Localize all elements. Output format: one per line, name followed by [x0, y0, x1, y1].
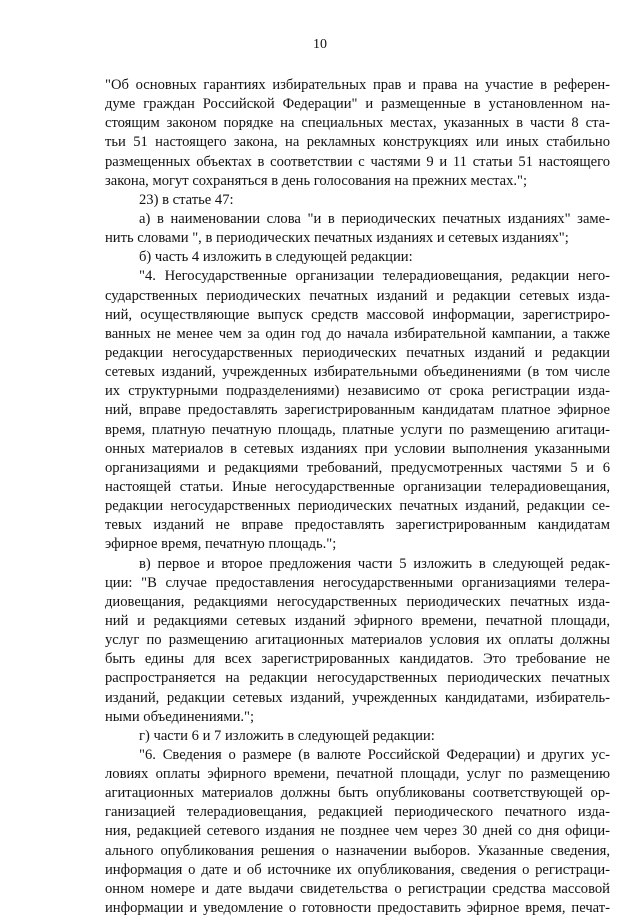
text-line: б) часть 4 изложить в следующей редакции:	[139, 249, 413, 266]
document-body	[105, 76, 610, 918]
text-line: ния, редакцией сетевого издания не позднее чем через 30 дней со дня офици-	[105, 823, 610, 840]
text-line: настоящей статьи. Иные негосударственные организации телерадиовещания,	[105, 478, 610, 495]
text-line: нить словами ", в периодических печатных изданиях и сетевых изданиях";	[105, 230, 569, 247]
text-line: редакции негосударственных периодических печатных изданий и редакции	[105, 344, 610, 361]
text-line: сетевых изданий, учрежденных избирательными объединениями (в том числе	[105, 364, 610, 381]
text-line: онных материалов в сетевых изданиях при условии выполнения указанными	[105, 440, 610, 457]
text-line: информации и уведомление о готовности предоставить эфирное время, печат-	[105, 900, 610, 917]
text-line: редакции негосударственных периодических печатных изданий, редакции се-	[105, 498, 610, 515]
text-line: стоящим законом порядке на специальных местах, указанных в части 8 ста-	[105, 115, 610, 132]
text-line: ний, осуществляющие выпуск средств массовой информации, зарегистриро-	[105, 306, 610, 323]
text-line: ванных не менее чем за один год до начала избирательной кампании, а также	[105, 325, 610, 342]
text-line: их структурными подразделениями) независимо от срока регистрации изда-	[105, 383, 610, 400]
text-line: онном номере и дате выдачи свидетельства о регистрации средства массовой	[105, 880, 610, 897]
text-line: 23) в статье 47:	[139, 191, 234, 208]
text-line: в) первое и второе предложения части 5 изложить в следующей редак-	[139, 555, 610, 572]
text-line: диовещания, редакциями негосударственных периодических печатных изда-	[105, 593, 610, 610]
text-line: ганизацией телерадиовещания, редакцией периодического печатного изда-	[105, 804, 610, 821]
text-line: время, платную печатную площадь, платные услуги по размещению агитаци-	[105, 421, 610, 438]
text-line: ального опубликования решения о назначении выборов. Указанные сведения,	[105, 842, 610, 859]
text-line: г) части 6 и 7 изложить в следующей редакции:	[139, 727, 435, 744]
page-number: 10	[313, 37, 327, 52]
text-line: "6. Сведения о размере (в валюте Российской Федерации) и других ус-	[139, 746, 610, 763]
text-line: размещенных объектах в соответствии с частями 9 и 11 статьи 51 настоящего	[105, 153, 610, 170]
text-line: тьи 51 настоящего закона, на рекламных конструкциях или иных стабильно	[105, 134, 610, 151]
text-line: быть едины для всех зарегистрированных кандидатов. Это требование не	[105, 651, 610, 668]
text-line: эфирное время, печатную площадь.";	[105, 536, 337, 553]
text-line: ции: "В случае предоставления негосударственными организациями телера-	[105, 574, 610, 591]
text-line: ными объединениями.";	[105, 708, 255, 725]
text-line: изданий, редакции сетевых изданий, учрежденных кандидатами, избиратель-	[105, 689, 610, 706]
text-line: организациями и редакциями требований, предусмотренных частями 5 и 6	[105, 459, 610, 476]
text-line: сударственных периодических печатных изданий и редакции сетевых изда-	[105, 287, 610, 304]
text-line: "Об основных гарантиях избирательных прав и права на участие в референ-	[105, 77, 610, 93]
text-line: информация о дате и об источнике их опубликования, сведения о регистраци-	[105, 861, 610, 878]
text-line: ний, вправе предоставлять зарегистрированным кандидатам платное эфирное	[105, 402, 610, 419]
text-line: ний и редакциями сетевых изданий эфирного времени, печатной площади,	[105, 612, 610, 629]
text-line: закона, могут сохраняться в день голосования на прежних местах.";	[105, 172, 528, 189]
text-line: ловиях оплаты эфирного времени, печатной площади, услуг по размещению	[105, 766, 610, 783]
text-line: думе граждан Российской Федерации" и размещенные в установленном на-	[105, 96, 610, 113]
text-line: услуг по размещению агитационных материалов условия их оплаты должны	[105, 632, 610, 649]
text-line: "4. Негосударственные организации телерадиовещания, редакции него-	[139, 268, 610, 285]
text-line: распространяется на редакции негосударственных периодических печатных	[105, 670, 610, 687]
text-line: агитационных материалов должны быть опубликованы соответствующей ор-	[105, 785, 610, 802]
text-line: тевых изданий не вправе предоставлять зарегистрированным кандидатам	[105, 517, 610, 534]
text-line: а) в наименовании слова "и в периодических печатных изданиях" заме-	[139, 210, 610, 227]
